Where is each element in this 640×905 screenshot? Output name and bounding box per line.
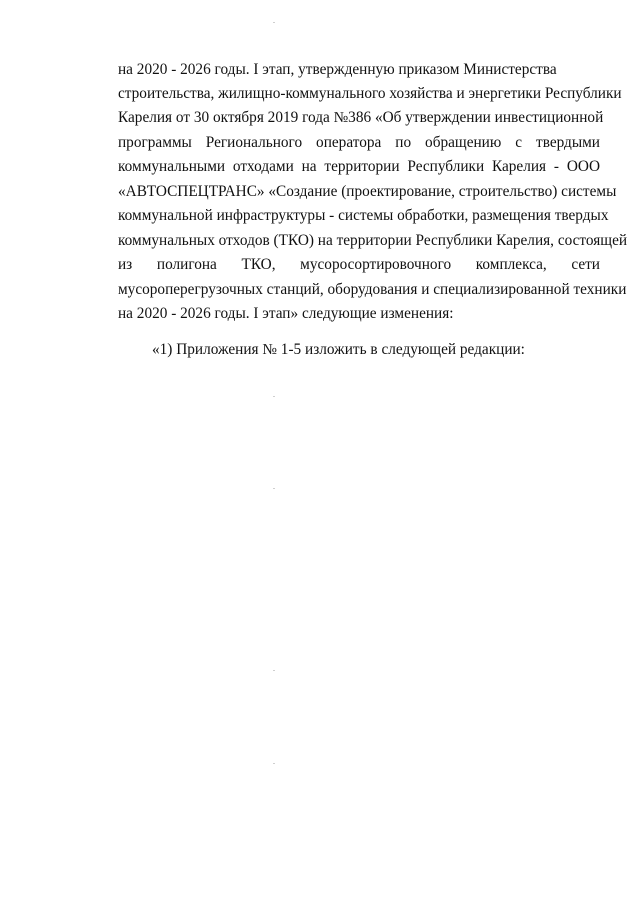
text-line: программы Регионального оператора по обращению с твердыми [118, 134, 600, 151]
text-line: коммунальными отходами на территории Республики Карелия - ООО [118, 158, 600, 175]
scan-mark [273, 396, 275, 397]
amendment-line: «1) Приложения № 1-5 изложить в следующей редакции: [152, 341, 525, 358]
scan-mark [273, 488, 275, 489]
text-line: на 2020 - 2026 годы. I этап» следующие изменения: [118, 305, 454, 322]
text-line: «АВТОСПЕЦТРАНС» «Создание (проектирование, строительство) системы [118, 183, 617, 200]
scan-mark [273, 22, 275, 23]
text-line: из полигона ТКО, мусоросортировочного комплекса, сети [118, 256, 600, 273]
text-line: строительства, жилищно-коммунального хозяйства и энергетики Республики [118, 85, 622, 102]
text-line: коммунальной инфраструктуры - системы обработки, размещения твердых [118, 207, 609, 224]
text-line: мусороперегрузочных станций, оборудования и специализированной техники [118, 281, 627, 298]
text-line: Карелия от 30 октября 2019 года №386 «Об утверждении инвестиционной [118, 109, 604, 126]
text-line: коммунальных отходов (ТКО) на территории Республики Карелия, состоящей [118, 232, 628, 249]
text-line: на 2020 - 2026 годы. I этап, утвержденную приказом Министерства [118, 61, 557, 78]
scan-mark [273, 763, 275, 764]
scan-mark [273, 670, 275, 671]
